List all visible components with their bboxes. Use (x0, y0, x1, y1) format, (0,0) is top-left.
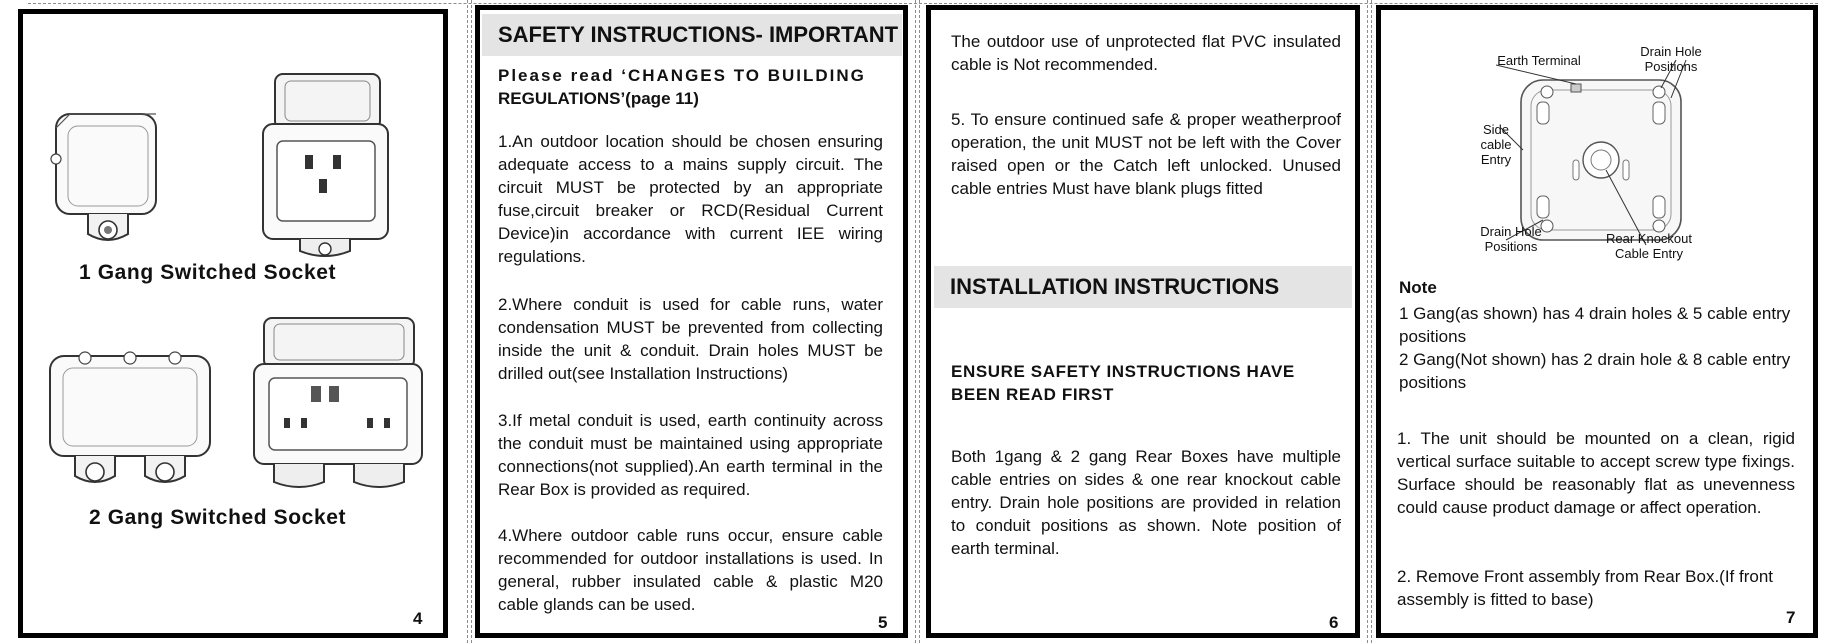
safety-item-5: 5. To ensure continued safe & proper weatherproof operation, the unit MUST not be left with the Cover raised open or the Catch left unlocked. Unused cable entries Must have blank plugs fitted (951, 110, 1341, 198)
outdoor-pvc-warning: The outdoor use of unprotected flat PVC insulated cable is Not recommended. (951, 32, 1341, 74)
page-number: 4 (413, 609, 423, 628)
safety-item-2: 2.Where conduit is used for cable runs, water condensation MUST be prevented from collecting inside the unit & conduit. Drain holes MUST be drilled out(see Installation Instructions) (498, 295, 883, 383)
safety-item-3: 3.If metal conduit is used, earth continuity across the conduit must be maintained using appropriate connections(not supplied).An earth terminal in the Rear Box is provided as required. (498, 411, 883, 499)
fold-guide (915, 0, 916, 643)
rear-box-diagram (1511, 70, 1691, 250)
single-gang-open-socket-illustration (255, 69, 405, 259)
fold-guide (467, 0, 468, 643)
page-number: 7 (1786, 608, 1796, 627)
note-2: 2 Gang(Not shown) has 2 drain hole & 8 cable entry positions (1399, 350, 1791, 392)
top-cut-guide (28, 3, 1818, 4)
double-gang-caption: 2 Gang Switched Socket (89, 506, 347, 529)
fold-guide (1367, 0, 1368, 643)
section-heading-safety: SAFETY INSTRUCTIONS- IMPORTANT (482, 14, 902, 56)
install-step-2: 2. Remove Front assembly from Rear Box.(If front assembly is fitted to base) (1397, 567, 1774, 609)
label-drain-bottom: Drain Hole Positions (1480, 224, 1542, 254)
page-6 (926, 5, 1360, 638)
double-gang-closed-socket-illustration (45, 344, 225, 494)
safety-item-4: 4.Where outdoor cable runs occur, ensure cable recommended for outdoor installations is used. In general, rubber insulated cable & plastic M20 cable glands can be used. (498, 526, 883, 614)
fold-guide (1371, 0, 1372, 643)
read-notice-line-2: REGULATIONS’(page 11) (498, 89, 699, 108)
ensure-safety-notice: ENSURE SAFETY INSTRUCTIONS HAVE BEEN READ FIRST (951, 362, 1295, 404)
page-4 (18, 9, 448, 638)
label-side-entry: Side cable Entry (1480, 122, 1512, 167)
read-notice-line-1: Please read ‘CHANGES TO BUILDING (498, 66, 866, 85)
fold-guide (919, 0, 920, 643)
installation-intro: Both 1gang & 2 gang Rear Boxes have multiple cable entries on sides & one rear knockout cable entry. Drain hole positions are provided in relation to conduit positions as shown. Note position of earth terminal. (951, 447, 1341, 558)
single-gang-caption: 1 Gang Switched Socket (79, 261, 337, 284)
page-5 (475, 5, 908, 638)
label-earth-terminal: Earth Terminal (1497, 53, 1581, 68)
section-heading-installation: INSTALLATION INSTRUCTIONS (934, 266, 1352, 308)
label-rear-knockout: Rear Knockout Cable Entry (1606, 231, 1692, 261)
note-title: Note (1399, 278, 1437, 297)
label-drain-top: Drain Hole Positions (1640, 44, 1702, 74)
fold-guide (471, 0, 472, 643)
double-gang-open-socket-illustration (249, 314, 429, 494)
note-1: 1 Gang(as shown) has 4 drain holes & 5 cable entry positions (1399, 304, 1791, 346)
page-number: 6 (1329, 613, 1339, 632)
read-notice (498, 64, 898, 110)
safety-item-1: 1.An outdoor location should be chosen ensuring adequate access to a mains supply circuit. The circuit MUST be protected by an appropriate fuse,circuit breaker or RCD(Residual Current Device)in accordance with current IEE wiring regulations. (498, 132, 883, 266)
page-7 (1376, 5, 1818, 638)
install-step-1: 1. The unit should be mounted on a clean, rigid vertical surface suitable to accept screw type fixings. Surface should be reasonably flat as unevenness could cause product damage or affect operation. (1397, 429, 1795, 517)
single-gang-closed-socket-illustration (48, 104, 178, 254)
page-number: 5 (878, 613, 888, 632)
